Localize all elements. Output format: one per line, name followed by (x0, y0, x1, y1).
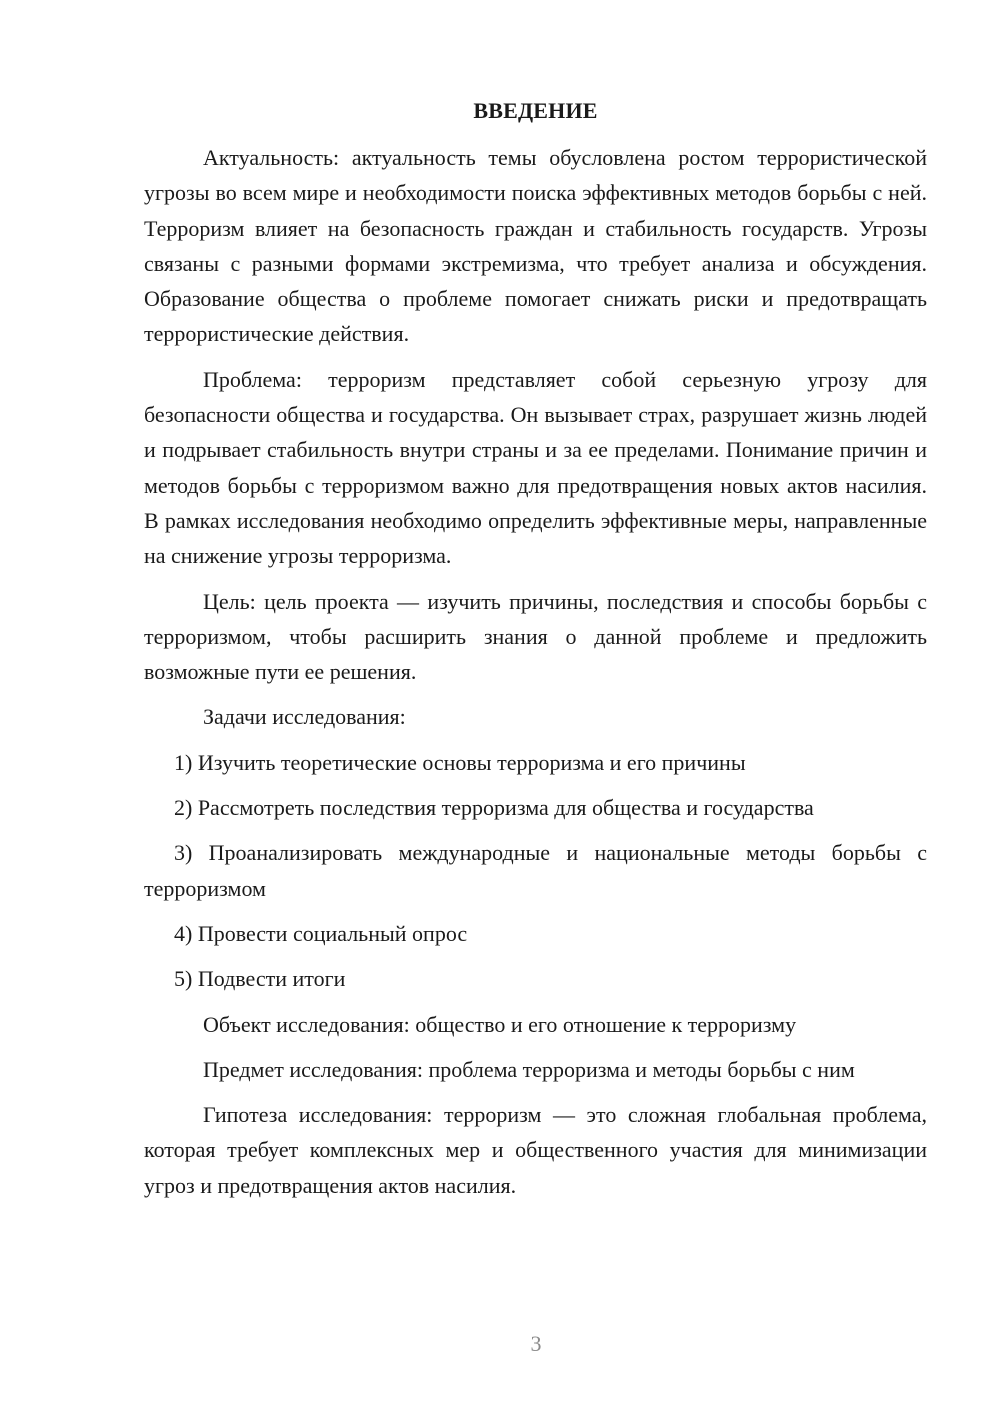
document-page (144, 93, 927, 1213)
research-subject: Предмет исследования: проблема терроризма и методы борьбы с ним (203, 1056, 855, 1082)
problem-paragraph: Проблема: терроризм представляет собой серьезную угрозу для безопасности общества и государства. Он вызывает страх, разрушает жизнь людей и подрывает стабильность внутри страны и за ее пределами. Понимание причин и методов борьбы с терроризмом важно для предотвращения новых актов насилия. В рамках исследования необходимо определить эффективные меры, направленные на снижение угрозы терроризма. (144, 366, 927, 569)
page-number: 3 (530, 1331, 542, 1356)
task-item-2: 2) Рассмотреть последствия терроризма для общества и государства (174, 795, 814, 821)
section-title: ВВЕДЕНИЕ (473, 98, 598, 123)
tasks-heading: Задачи исследования: (203, 704, 406, 730)
task-item-3: 3) Проанализировать международные и национальные методы борьбы с терроризмом (144, 840, 927, 901)
research-hypothesis: Гипотеза исследования: терроризм — это сложная глобальная проблема, которая требует комплексных мер и общественного участия для минимизации угроз и предотвращения актов насилия. (144, 1102, 927, 1198)
task-item-1: 1) Изучить теоретические основы терроризма и его причины (174, 749, 746, 775)
goal-paragraph: Цель: цель проекта — изучить причины, последствия и способы борьбы с терроризмом, чтобы расширить знания о данной проблеме и предложить возможные пути ее решения. (144, 588, 927, 685)
research-object: Объект исследования: общество и его отношение к терроризму (203, 1011, 797, 1037)
task-item-5: 5) Подвести итоги (174, 966, 346, 992)
task-item-4: 4) Провести социальный опрос (174, 920, 468, 946)
relevance-paragraph: Актуальность: актуальность темы обусловлена ростом террористической угрозы во всем мире и необходимости поиска эффективных методов борьбы с ней. Терроризм влияет на безопасность граждан и стабильность государств. Угрозы связаны с разными формами экстремизма, что требует анализа и обсуждения. Образование общества о проблеме помогает снижать риски и предотвращать террористические действия. (144, 145, 927, 347)
